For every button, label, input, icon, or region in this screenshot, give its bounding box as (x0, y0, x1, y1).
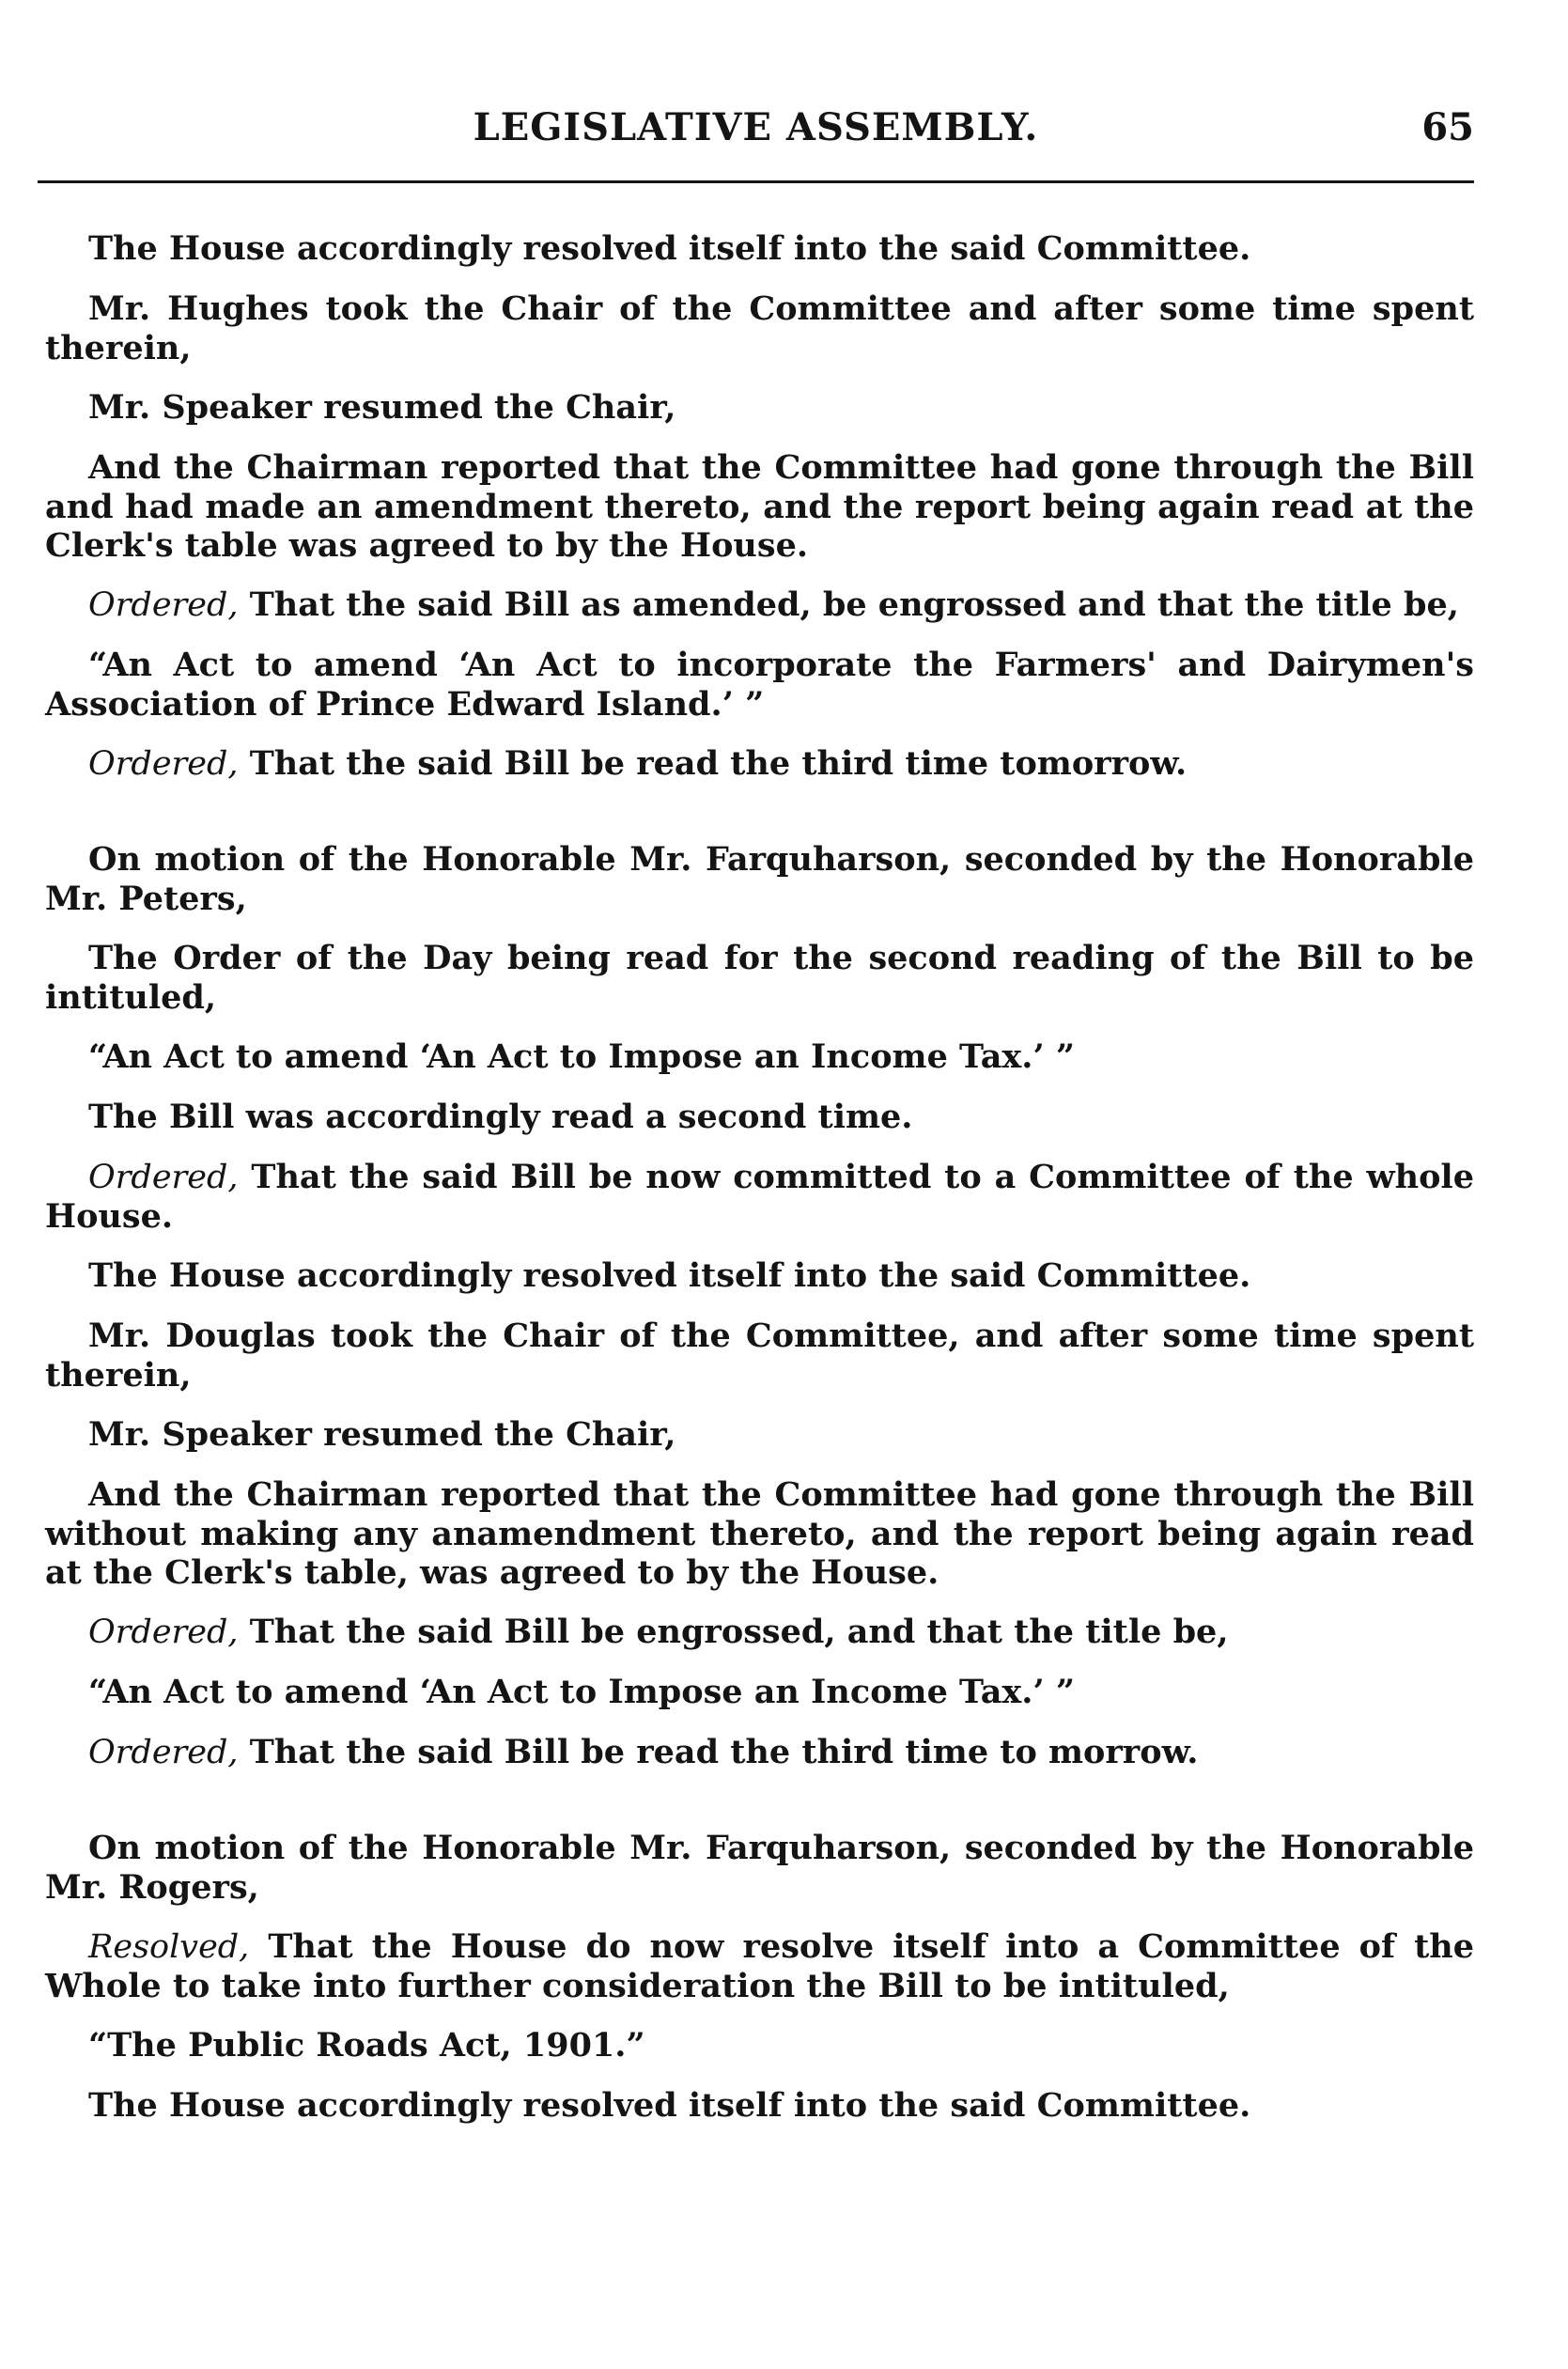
paragraph: And the Chairman reported that the Committee had gone through the Bill and had made an amendment thereto, and the report being again read at the Clerk's table was agreed to by the House. (45, 448, 1474, 565)
paragraph: Ordered, That the said Bill be read the third time to morrow. (88, 1733, 1199, 1771)
paragraph: Ordered, That the said Bill be now committed to a Committee of the whole House. (45, 1158, 1474, 1236)
resolved-lead: Resolved, (88, 1928, 250, 1966)
paragraph: Mr. Hughes took the Chair of the Committee and after some time spent therein, (45, 289, 1474, 367)
ordered-lead: Ordered, (88, 1613, 239, 1651)
paragraph: Ordered, That the said Bill be read the third time tomorrow. (88, 744, 1188, 783)
paragraph: The Bill was accordingly read a second time. (88, 1098, 913, 1136)
bill-title: “An Act to amend ‘An Act to Impose an Income Tax.’ ” (88, 1673, 1075, 1711)
paragraph: The House accordingly resolved itself into the said Committee. (88, 2086, 1251, 2125)
ordered-lead: Ordered, (88, 745, 239, 783)
ordered-lead: Ordered, (88, 586, 239, 624)
header-rule (38, 180, 1474, 183)
paragraph: The House accordingly resolved itself into the said Committee. (88, 1256, 1251, 1295)
bill-title: “An Act to amend ‘An Act to Impose an Income Tax.’ ” (88, 1037, 1075, 1076)
bill-title: “The Public Roads Act, 1901.” (88, 2026, 645, 2065)
running-title: LEGISLATIVE ASSEMBLY. (473, 105, 1039, 149)
paragraph: Ordered, That the said Bill be engrossed, and that the title be, (88, 1613, 1229, 1651)
paragraph: Mr. Douglas took the Chair of the Committee, and after some time spent therein, (45, 1317, 1474, 1395)
paragraph: Mr. Speaker resumed the Chair, (88, 388, 676, 427)
paragraph: The House accordingly resolved itself into the said Committee. (88, 229, 1251, 268)
paragraph: The Order of the Day being read for the second reading of the Bill to be intituled, (45, 939, 1474, 1017)
document-body (45, 229, 1474, 2146)
motion-paragraph: On motion of the Honorable Mr. Farquharson, seconded by the Honorable Mr. Rogers, (45, 1829, 1474, 1907)
paragraph: Resolved, That the House do now resolve itself into a Committee of the Whole to take into further consideration the Bill to be intituled, (45, 1927, 1474, 2005)
bill-title: “An Act to amend ‘An Act to incorporate the Farmers' and Dairymen's Association of Prince Edward Island.’ ” (45, 646, 1474, 724)
paragraph: And the Chairman reported that the Committee had gone through the Bill without making any anamendment thereto, and the report being again read at the Clerk's table, was agreed to by the House. (45, 1475, 1474, 1592)
ordered-lead: Ordered, (88, 1159, 239, 1196)
page-number: 65 (1421, 105, 1474, 149)
paragraph: Ordered, That the said Bill as amended, be engrossed and that the title be, (88, 585, 1459, 624)
ordered-lead: Ordered, (88, 1734, 239, 1771)
paragraph: Mr. Speaker resumed the Chair, (88, 1415, 676, 1454)
motion-paragraph: On motion of the Honorable Mr. Farquharson, seconded by the Honorable Mr. Peters, (45, 840, 1474, 918)
page-header (38, 105, 1474, 162)
